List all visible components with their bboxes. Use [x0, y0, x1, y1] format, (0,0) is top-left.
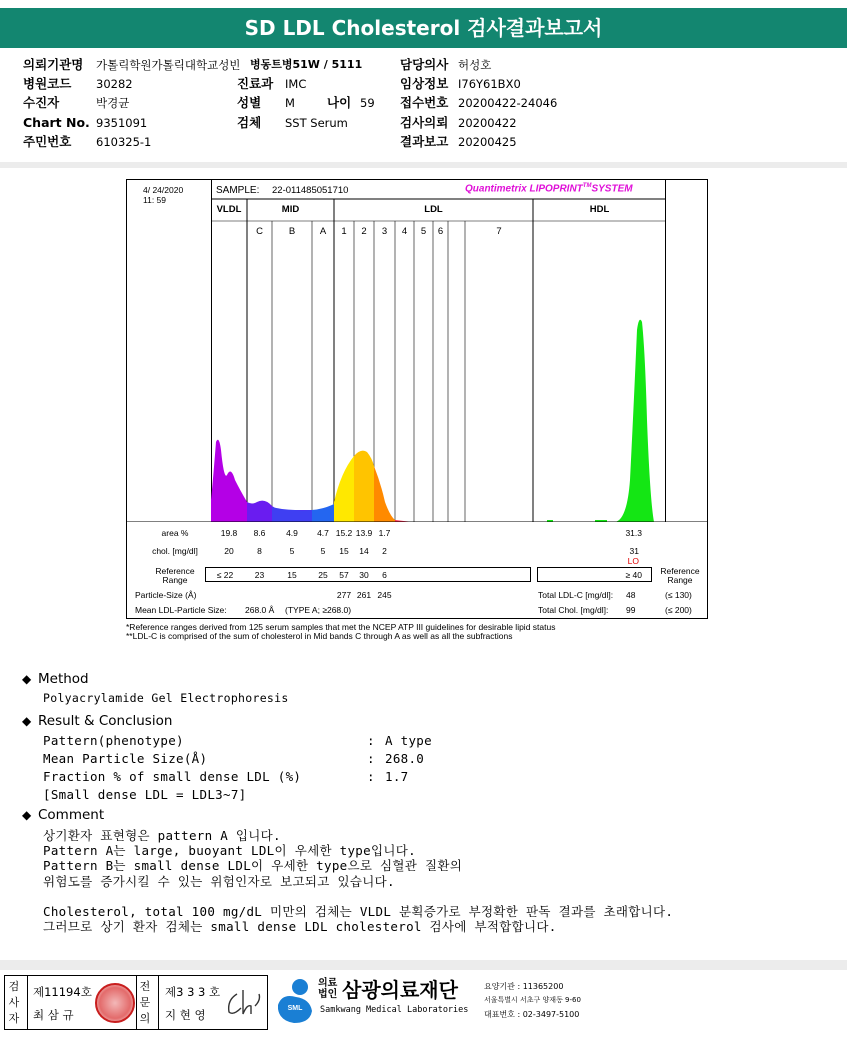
org-type: 의료법인 [318, 978, 338, 1000]
band-b: B [288, 226, 296, 237]
group-ldl: LDL [424, 204, 443, 215]
value-report-date: 20200425 [458, 135, 517, 149]
total-chol-ref: (≤ 200) [665, 605, 692, 615]
value-ward: 병동트병51W / 5111 [250, 58, 363, 71]
reference-note-2: **LDL-C is comprised of the sum of cholesterol in Mid bands C through A as well as all the subfractions [126, 631, 513, 641]
value-hospital-code: 30282 [96, 77, 133, 91]
group-mid: MID [281, 204, 300, 215]
doctor-name: 지 현 영 [165, 1008, 206, 1022]
divider [136, 976, 137, 1029]
band-7: 7 [496, 226, 502, 237]
band-5: 5 [420, 226, 427, 237]
ref-right-label-1: Reference [660, 566, 700, 576]
result-sep-3: : [367, 769, 375, 784]
comment-heading [22, 807, 104, 823]
ldl-peak-1 [334, 456, 354, 522]
footer-separator [0, 960, 847, 970]
comment-line-1: 상기환자 표현형은 pattern A 입니다. [43, 828, 281, 843]
chol-2: 14 [359, 546, 369, 556]
result-heading-text: Result & Conclusion [38, 713, 173, 729]
sample-id: 22-011485051710 [272, 185, 349, 196]
value-resident-no: 610325-1 [96, 135, 152, 149]
method-heading-text: Method [38, 671, 89, 687]
area-a: 4.7 [317, 528, 329, 538]
tester-number: 제11194호 [33, 985, 92, 999]
ref-hdl: ≥ 40 [625, 570, 642, 580]
tester-seal [95, 983, 135, 1023]
comment-line-4: 위험도를 증가시킬 수 있는 위험인자로 보고되고 있습니다. [43, 874, 395, 889]
value-request-date: 20200422 [458, 116, 517, 130]
result-value-1: A type [385, 733, 432, 748]
total-ldl-label: Total LDL-C [mg/dl]: [538, 590, 614, 600]
result-label-1: Pattern(phenotype) [43, 733, 184, 748]
label-physician: 담당의사 [400, 57, 449, 72]
doctor-label: 전문의 [139, 980, 151, 1025]
result-sep-2: : [367, 751, 375, 766]
report-title: SD LDL Cholesterol 검사결과보고서 [0, 8, 847, 48]
particle-2: 261 [356, 590, 372, 600]
mid-peak-b [272, 507, 312, 522]
band-2: 2 [361, 226, 367, 237]
label-patient: 수진자 [23, 95, 60, 110]
ref-b: 15 [287, 570, 297, 580]
group-hdl: HDL [589, 204, 610, 215]
diamond-bullet-icon: ◆ [22, 808, 32, 822]
chol-a: 5 [320, 546, 326, 556]
ref-right-label-2: Range [667, 575, 693, 585]
method-text: Polyacrylamide Gel Electrophoresis [43, 691, 289, 705]
result-heading [22, 713, 172, 729]
logo-text: SML [287, 1005, 303, 1012]
total-chol-label: Total Chol. [mg/dl]: [538, 605, 609, 615]
comment-heading-text: Comment [38, 807, 105, 823]
result-note: [Small dense LDL = LDL3~7] [43, 787, 247, 802]
chol-b: 5 [289, 546, 295, 556]
divider [27, 976, 28, 1029]
org-phone: 대표번호 : 02-3497-5100 [484, 1010, 580, 1019]
area-1: 15.2 [335, 528, 353, 538]
divider [158, 976, 159, 1029]
label-resident-no: 주민번호 [23, 134, 72, 149]
area-b: 4.9 [286, 528, 298, 538]
chol-vldl: 20 [224, 546, 234, 556]
lipoprint-report [126, 179, 708, 619]
result-value-2: 268.0 [385, 751, 425, 766]
particle-label: Particle-Size (Å) [135, 590, 197, 600]
comment-line-2: Pattern A는 large, buoyant LDL이 우세한 type입니다. [43, 843, 416, 858]
label-report-date: 결과보고 [400, 134, 449, 149]
org-english: Samkwang Medical Laboratories [320, 1005, 469, 1015]
doctor-number: 제3 3 3 호 [165, 985, 221, 999]
label-org: 의뢰기관명 [23, 57, 84, 72]
system-tm: TM [582, 183, 592, 189]
org-name: 삼광의료재단 [342, 978, 458, 1002]
band-4: 4 [401, 226, 408, 237]
total-ldl-value: 48 [626, 590, 636, 600]
label-clinical-info: 임상정보 [400, 76, 449, 91]
value-sex: M [285, 96, 295, 110]
hdl-peak [615, 320, 654, 522]
value-specimen: SST Serum [285, 116, 348, 130]
chol-c: 8 [257, 546, 262, 556]
mid-peak-a [312, 504, 334, 522]
label-request-date: 검사의뢰 [400, 115, 449, 130]
brand-logo [272, 975, 318, 1027]
ref-1: 57 [339, 570, 349, 580]
ref-vldl: ≤ 22 [216, 570, 234, 580]
org-address: 서울특별시 서초구 양재동 9-60 [484, 996, 581, 1004]
particle-1: 277 [336, 590, 352, 600]
sample-label: SAMPLE: [216, 185, 260, 196]
diamond-bullet-icon: ◆ [22, 714, 32, 728]
report-date: 4/ 24/2020 [143, 185, 184, 195]
value-age: 59 [360, 96, 375, 110]
value-department: IMC [285, 77, 307, 91]
ref-c: 23 [254, 570, 265, 580]
area-2: 13.9 [355, 528, 373, 538]
label-specimen: 검체 [237, 115, 262, 130]
area-3: 1.7 [378, 528, 391, 538]
system-suffix: SYSTEM [591, 183, 633, 195]
tester-label: 검사자 [8, 980, 20, 1025]
reference-note-1: *Reference ranges derived from 125 serum samples that met the NCEP ATP III guidelines for desirable lipid status [126, 622, 556, 632]
row-chol-label: chol. [mg/dl] [152, 546, 198, 556]
label-department: 진료과 [237, 76, 274, 91]
total-chol-value: 99 [626, 605, 636, 615]
result-sep-1: : [367, 733, 375, 748]
row-area-label: area % [161, 528, 189, 538]
value-org: 가톨릭학원가톨릭대학교성빈 [96, 58, 241, 72]
doctor-signature [223, 988, 263, 1018]
label-receipt-no: 접수번호 [400, 95, 449, 110]
ldl-peak-2 [354, 451, 374, 522]
diamond-bullet-icon: ◆ [22, 672, 32, 686]
total-ldl-ref: (≤ 130) [665, 590, 692, 600]
chol-3: 2 [382, 546, 387, 556]
mean-type: (TYPE A; ≥268.0) [285, 605, 352, 615]
header-info [0, 54, 847, 154]
system-name-text: Quantimetrix LIPOPRINT [465, 183, 583, 195]
ref-label-1: Reference [155, 566, 195, 576]
band-1: 1 [341, 226, 347, 237]
band-6: 6 [437, 226, 444, 237]
ldl-peak-2b [374, 466, 395, 522]
org-code: 요양기관 : 11365200 [484, 982, 564, 991]
label-chart-no: Chart No. [23, 115, 90, 130]
chol-hdl: 31 [629, 546, 639, 556]
ref-label-2: Range [162, 575, 188, 585]
value-clinical-info: I76Y61BX0 [458, 77, 521, 91]
comment-line-6: Cholesterol, total 100 mg/dL 미만의 검체는 VLDL 분획증가로 부정확한 판독 결과를 초래합니다. [43, 904, 674, 919]
sml-logo-icon [272, 975, 318, 1027]
tester-name: 최 삼 규 [33, 1008, 74, 1022]
vldl-peak [211, 440, 247, 522]
mean-label: Mean LDL-Particle Size: [135, 605, 227, 615]
ref-a: 25 [318, 570, 328, 580]
label-sex: 성별 [237, 95, 262, 110]
method-heading [22, 671, 89, 687]
band-3: 3 [381, 226, 388, 237]
particle-3: 245 [377, 590, 392, 600]
band-c: C [256, 226, 263, 237]
comment-line-3: Pattern B는 small dense LDL이 우세한 type으로 심혈관 질환의 [43, 858, 463, 873]
signature-box [4, 975, 268, 1030]
area-c: 8.6 [253, 528, 266, 538]
value-patient: 박경균 [96, 96, 130, 110]
result-label-2: Mean Particle Size(Å) [43, 751, 208, 766]
ref-2: 30 [359, 570, 369, 580]
mean-value: 268.0 Å [245, 605, 275, 615]
value-receipt-no: 20200422-24046 [458, 96, 558, 110]
value-chart-no: 9351091 [96, 116, 148, 130]
group-vldl: VLDL [216, 204, 242, 215]
comment-line-7: 그러므로 상기 환자 검체는 small dense LDL cholesterol 검사에 부적합합니다. [43, 919, 557, 934]
area-vldl: 19.8 [220, 528, 238, 538]
separator-band [0, 162, 847, 168]
chol-1: 15 [339, 546, 349, 556]
report-time: 11: 59 [143, 195, 167, 205]
label-hospital-code: 병원코드 [23, 76, 72, 91]
result-label-3: Fraction % of small dense LDL (%) [43, 769, 302, 784]
band-a: A [319, 226, 327, 237]
hdl-low-flag: LO [627, 556, 639, 566]
ref-3: 6 [382, 570, 387, 580]
result-value-3: 1.7 [385, 769, 409, 784]
label-age: 나이 [327, 95, 352, 110]
area-hdl: 31.3 [625, 528, 642, 538]
value-physician: 허성호 [458, 58, 492, 72]
